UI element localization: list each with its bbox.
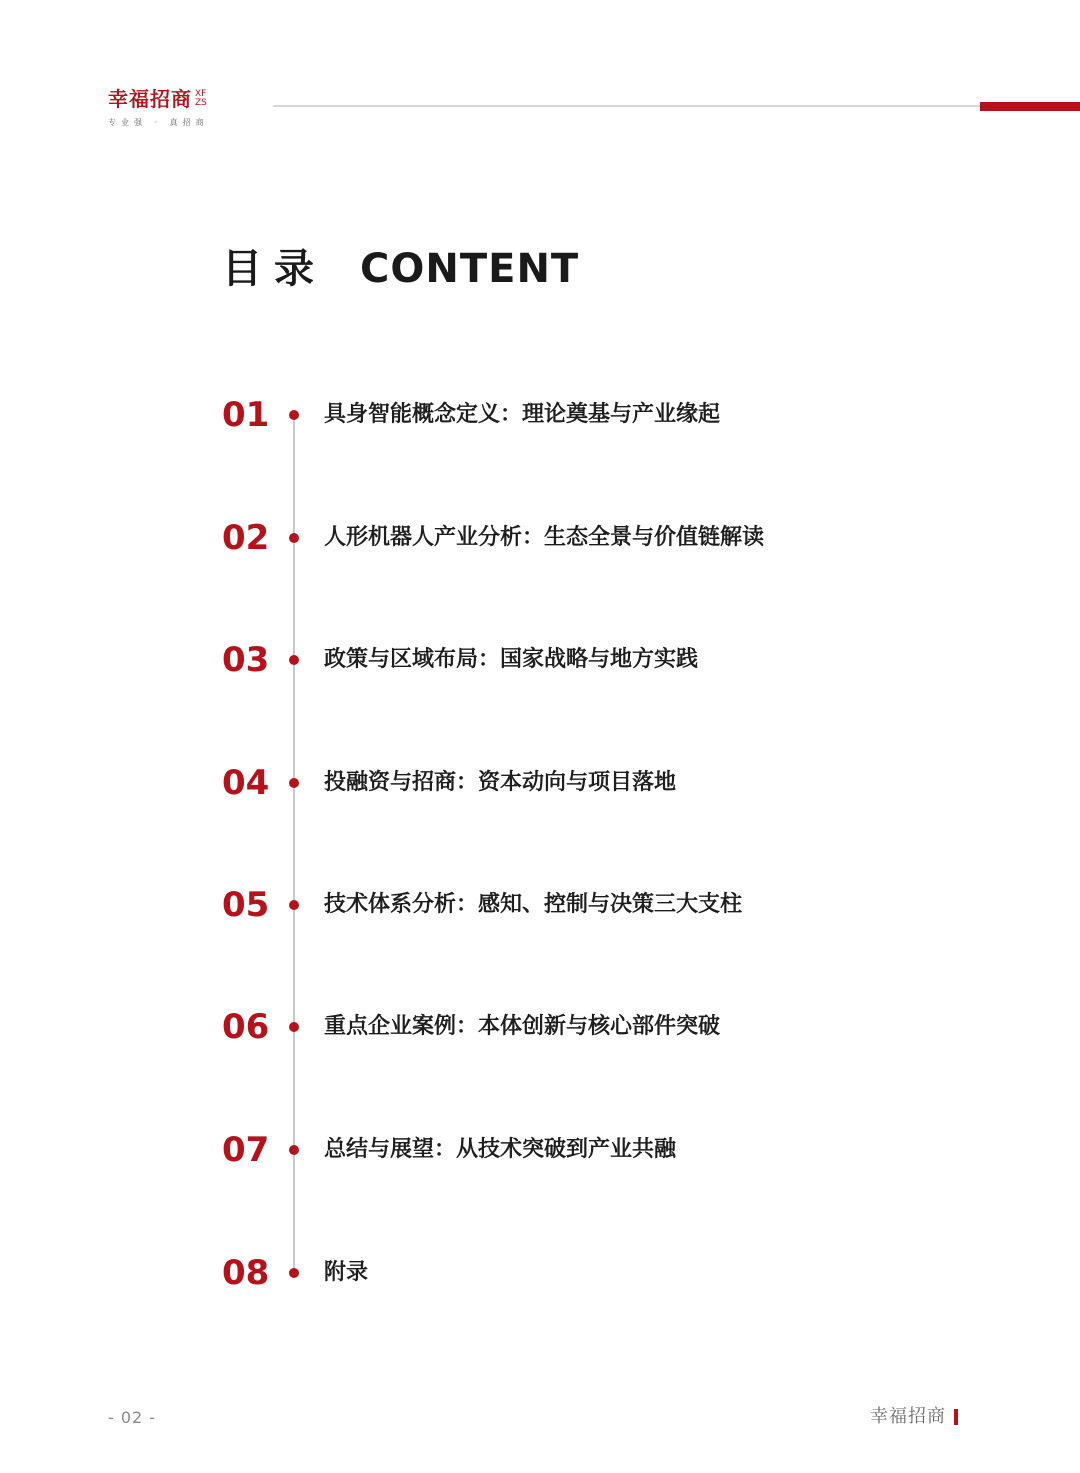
toc-item-number: 07	[222, 1130, 270, 1170]
toc-item[interactable]	[222, 636, 982, 684]
toc-bullet-icon	[289, 410, 299, 420]
brand-mark-bottom: ZS	[195, 98, 207, 108]
footer-accent-bar	[954, 1409, 958, 1425]
toc-item-number: 02	[222, 518, 270, 558]
toc-item-title: 政策与区域布局：国家战略与地方实践	[324, 647, 699, 672]
toc-item-number: 06	[222, 1007, 270, 1047]
header-divider	[273, 105, 980, 107]
toc-item-number: 05	[222, 885, 270, 925]
toc-item-title: 技术体系分析：感知、控制与决策三大支柱	[324, 892, 743, 917]
toc-bullet-icon	[289, 655, 299, 665]
brand-slogan: 专业强 · 真招商	[108, 118, 209, 127]
page-title-cn: 目录	[222, 246, 326, 292]
toc-bullet-icon	[289, 778, 299, 788]
toc-bullet-icon	[289, 1145, 299, 1155]
toc-bullet-icon	[289, 1022, 299, 1032]
toc-item-title: 总结与展望：从技术突破到产业共融	[324, 1137, 677, 1162]
brand-mark	[195, 90, 207, 108]
toc-item[interactable]	[222, 1249, 982, 1297]
page-title-en: CONTENT	[360, 246, 580, 292]
toc-bullet-icon	[289, 900, 299, 910]
brand-logo	[108, 86, 209, 128]
brand-logo-main	[108, 86, 209, 112]
page-number: - 02 -	[108, 1408, 157, 1427]
toc-item-title: 具身智能概念定义：理论奠基与产业缘起	[324, 402, 721, 427]
brand-name: 幸福招商	[108, 87, 192, 111]
toc-item[interactable]	[222, 1003, 982, 1051]
toc-item-title: 人形机器人产业分析：生态全景与价值链解读	[324, 525, 765, 550]
toc-item-title: 附录	[324, 1260, 369, 1285]
toc-bullet-icon	[289, 1268, 299, 1278]
toc-item-number: 01	[222, 395, 270, 435]
toc-item-number: 08	[222, 1253, 270, 1293]
toc-item[interactable]	[222, 881, 982, 929]
toc-item-number: 03	[222, 640, 270, 680]
page-title	[222, 240, 579, 298]
toc-item[interactable]	[222, 759, 982, 807]
toc-item-title: 重点企业案例：本体创新与核心部件突破	[324, 1014, 721, 1039]
toc-item-number: 04	[222, 763, 270, 803]
toc-item[interactable]	[222, 391, 982, 439]
footer-brand: 幸福招商	[870, 1406, 946, 1427]
toc-item[interactable]	[222, 514, 982, 562]
toc-item[interactable]	[222, 1126, 982, 1174]
toc-item-title: 投融资与招商：资本动向与项目落地	[324, 770, 677, 795]
brand-mark-top: XF	[195, 89, 207, 99]
toc-bullet-icon	[289, 533, 299, 543]
header-accent-bar	[980, 102, 1080, 111]
